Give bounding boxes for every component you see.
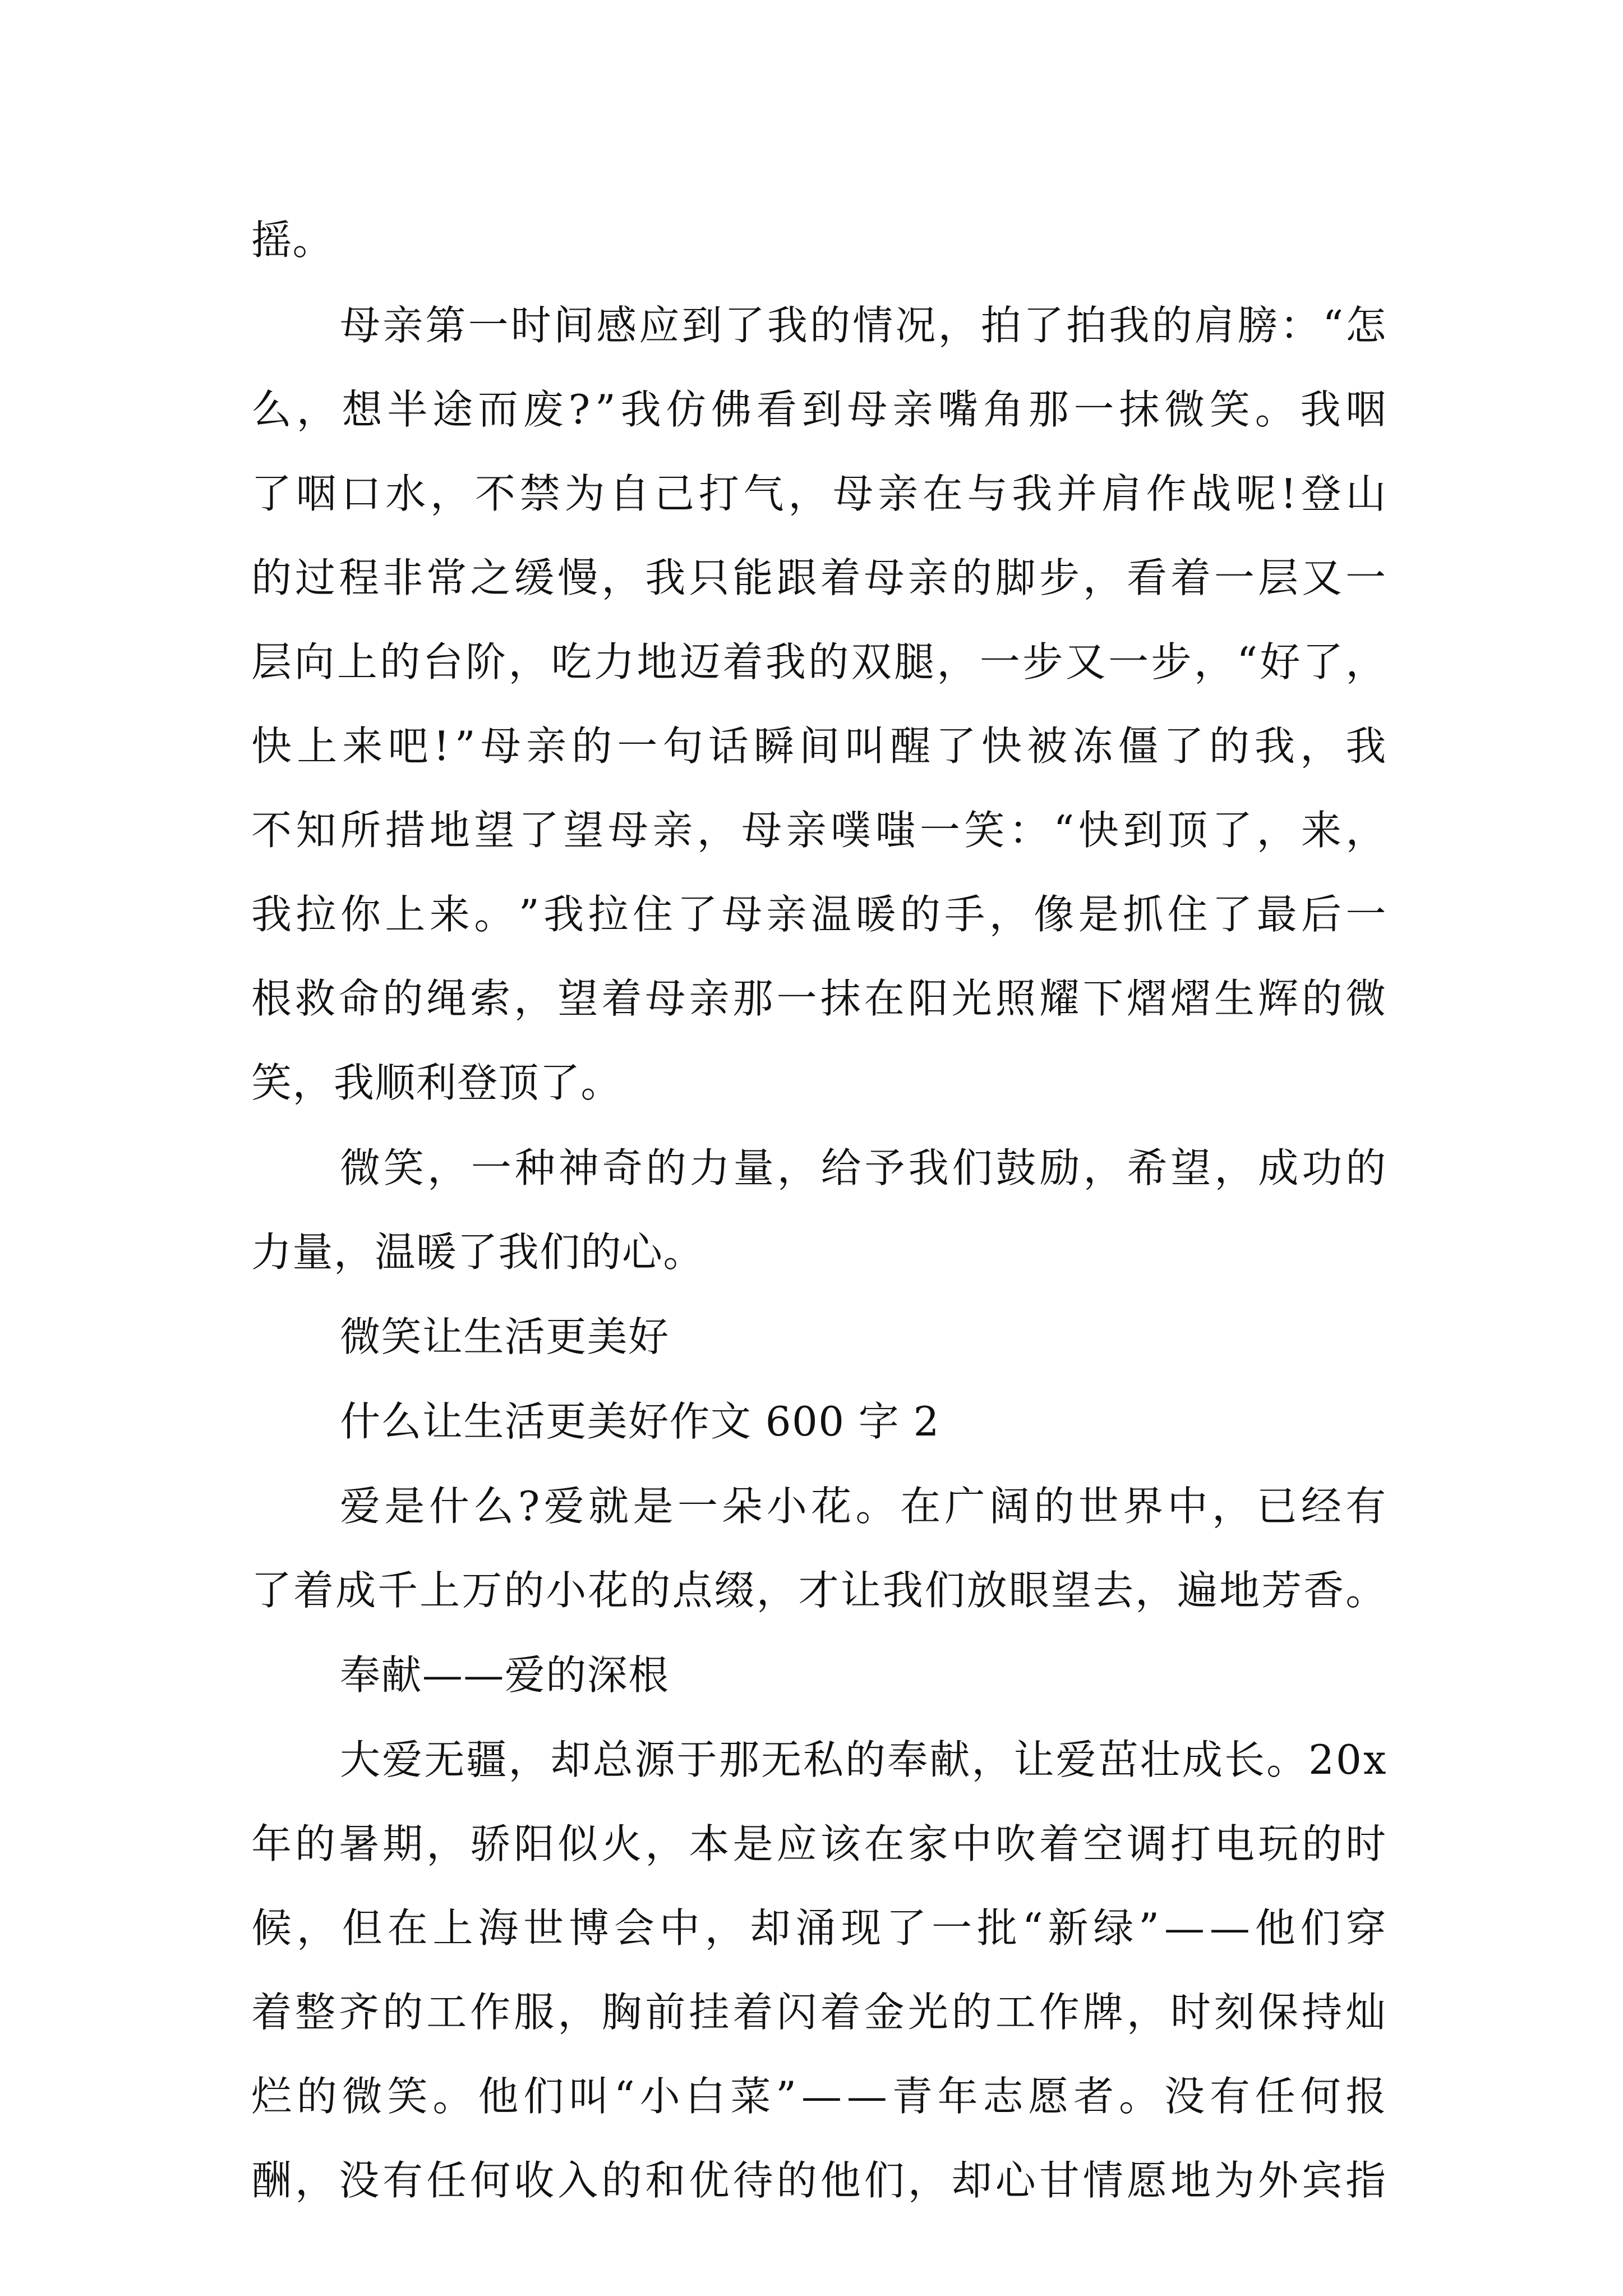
text-line: 着 整 齐 的 工 作 服 ， 胸 前 挂 着 闪 着 金 光 的 工 作 牌 ， 时 刻 保 持 灿 [251,1989,1387,2036]
text-line: 了 咽 口 水 ， 不 禁 为 自 己 打 气 ， 母 亲 在 与 我 并 肩 作 战 呢 ! 登 山 [251,470,1387,517]
paragraph-first-line: 爱 是 什 么 ? 爱 就 是 一 朵 小 花 。 在 广 阔 的 世 界 中 ， 已 经 有 [340,1483,1387,1530]
section-title: 什么让生活更美好作文 600 字 2 [340,1398,940,1445]
document-page [251,0,1387,2296]
text-line: 的 过 程 非 常 之 缓 慢 ， 我 只 能 跟 着 母 亲 的 脚 步 ， 看 着 一 层 又 一 [251,554,1387,601]
text-line: 年 的 暑 期 ， 骄 阳 似 火 ， 本 是 应 该 在 家 中 吹 着 空 调 打 电 玩 的 时 [251,1820,1387,1867]
text-line: 我 拉 你 上 来 。 ” 我 拉 住 了 母 亲 温 暖 的 手 ， 像 是 抓 住 了 最 后 一 [251,891,1387,938]
text-line: 根 救 命 的 绳 索 ， 望 着 母 亲 那 一 抹 在 阳 光 照 耀 下 熠 熠 生 辉 的 微 [251,975,1387,1022]
text-line: 不 知 所 措 地 望 了 望 母 亲 ， 母 亲 噗 嗤 一 笑 ： “ 快 到 顶 了 ， 来 ， [251,807,1387,854]
text-line: 快 上 来 吧 ! ” 母 亲 的 一 句 话 瞬 间 叫 醒 了 快 被 冻 僵 了 的 我 ， 我 [251,723,1387,770]
paragraph-first-line: 微 笑 ， 一 种 神 奇 的 力 量 ， 给 予 我 们 鼓 励 ， 希 望 ， 成 功 的 [340,1144,1387,1191]
text-line: 力量，温暖了我们的心。 [251,1228,704,1276]
paragraph-first-line: 母 亲 第 一 时 间 感 应 到 了 我 的 情 况 ， 拍 了 拍 我 的 肩 膀 ： “ 怎 [340,302,1387,349]
text-line: 了 着 成 千 上 万 的 小 花 的 点 缀 ， 才 让 我 们 放 眼 望 去 ， 遍 地 芳 香 。 [251,1567,1387,1614]
text-line: 笑，我顺利登顶了。 [251,1059,622,1106]
text-line: 烂 的 微 笑 。 他 们 叫 “ 小 白 菜 ” — — 青 年 志 愿 者 。 没 有 任 何 报 [251,2073,1387,2120]
heading-line: 奉献——爱的深根 [340,1651,670,1699]
text-line: 酬 ， 没 有 任 何 收 入 的 和 优 待 的 他 们 ， 却 心 甘 情 愿 地 为 外 宾 指 [251,2157,1387,2204]
heading-line: 微笑让生活更美好 [340,1313,670,1360]
paragraph-first-line: 大 爱 无 疆 ， 却 总 源 于 那 无 私 的 奉 献 ， 让 爱 茁 壮 成 长 。 2 0 x [340,1736,1387,1783]
text-line: 候 ， 但 在 上 海 世 博 会 中 ， 却 涌 现 了 一 批 “ 新 绿 ” — — 他 们 穿 [251,1904,1387,1952]
text-line: 么 ， 想 半 途 而 废 ? ” 我 仿 佛 看 到 母 亲 嘴 角 那 一 抹 微 笑 。 我 咽 [251,386,1387,433]
text-line: 层 向 上 的 台 阶 ， 吃 力 地 迈 着 我 的 双 腿 ， 一 步 又 一 步 ， “ 好 了 ， [251,638,1387,685]
text-line: 摇。 [251,217,334,264]
